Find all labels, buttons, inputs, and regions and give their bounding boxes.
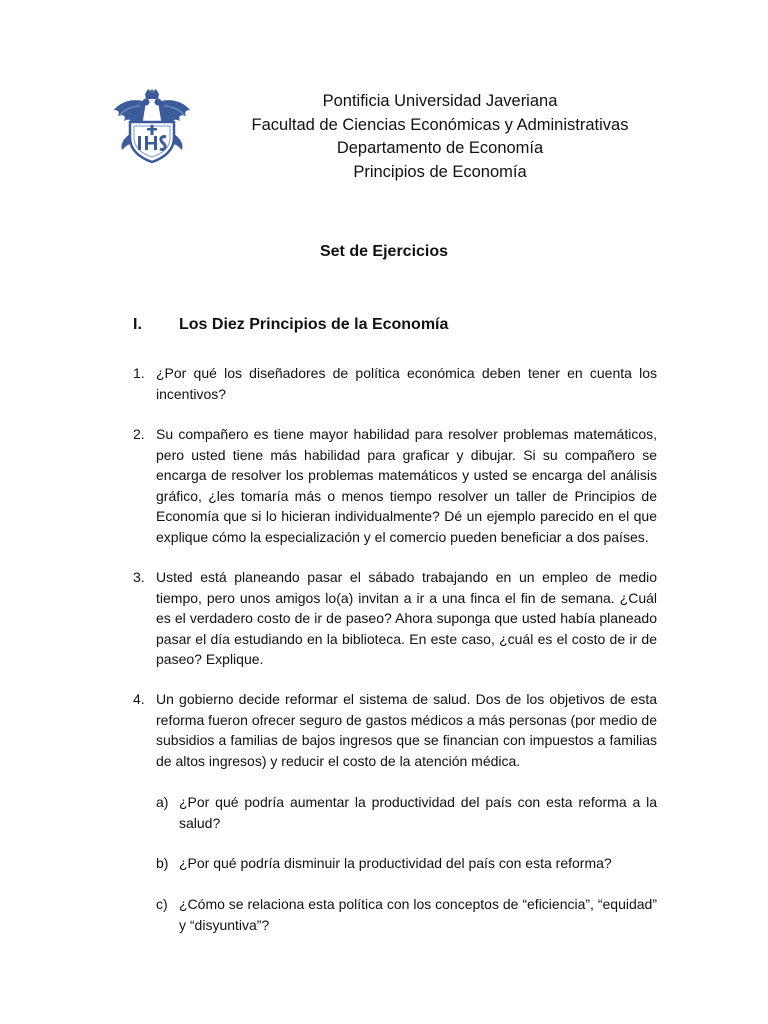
sub-question-text: ¿Cómo se relaciona esta política con los conceptos de “eficiencia”, “equidad” y “disyuntiva”? <box>179 896 657 933</box>
sub-question-letter: c) <box>156 896 168 912</box>
university-name: Pontificia Universidad Javeriana <box>322 92 558 110</box>
section-number: I. <box>133 316 142 333</box>
question-text: Su compañero es tiene mayor habilidad para resolver problemas matemáticos, pero usted tiene más habilidad para graficar y dibujar. Si su compañero se encarga de resolver los problemas matemáticos y usted se encarga del análisis gráfico, ¿les tomaría más o menos tiempo resolver un taller de Principios de Economía que si lo hicieran individualmente? Dé un ejemplo parecido en el que explique cómo la especialización y el comercio pueden beneficiar a dos países. <box>156 426 657 545</box>
question-number: 2. <box>133 426 145 442</box>
question-text: ¿Por qué los diseñadores de política económica deben tener en cuenta los incentivos? <box>156 365 657 402</box>
sub-question-letter: a) <box>156 794 169 810</box>
institution-header <box>220 90 660 184</box>
sub-question-text: ¿Por qué podría aumentar la productividad del país con esta reforma a la salud? <box>179 794 657 831</box>
question-item <box>133 424 657 547</box>
question-number: 4. <box>133 691 145 707</box>
question-number: 1. <box>133 365 145 381</box>
sub-question-item <box>156 792 657 833</box>
department-name: Departamento de Economía <box>336 139 544 157</box>
question-text: Usted está planeando pasar el sábado trabajando en un empleo de medio tiempo, pero unos amigos lo(a) invitan a ir a una finca el fin de semana. ¿Cuál es el verdadero costo de ir de paseo? Ahora suponga que usted había planeado pasar el día estudiando en la biblioteca. En este caso, ¿cuál es el costo de ir de paseo? Explique. <box>156 569 657 667</box>
sub-question-letter: b) <box>156 855 169 871</box>
sub-question-item <box>156 894 657 935</box>
sub-question-item <box>156 853 657 874</box>
question-item <box>133 567 657 670</box>
course-name: Principios de Economía <box>353 162 527 181</box>
question-number: 3. <box>133 569 145 585</box>
faculty-name: Facultad de Ciencias Económicas y Administrativas <box>251 115 629 134</box>
section-heading <box>133 316 448 334</box>
university-crest-logo <box>108 88 196 164</box>
sub-question-text: ¿Por qué podría disminuir la productividad del país con esta reforma? <box>179 855 612 871</box>
document-title: Set de Ejercicios <box>319 243 449 260</box>
question-item <box>133 363 657 404</box>
section-title: Los Diez Principios de la Economía <box>179 316 449 333</box>
question-item <box>133 689 657 771</box>
question-text: Un gobierno decide reformar el sistema de salud. Dos de los objetivos de esta reforma fueron ofrecer seguro de gastos médicos a más personas (por medio de subsidios a familias de bajos ingresos que se financian con impuestos a familias de altos ingresos) y reducir el costo de la atención médica. <box>156 691 657 769</box>
